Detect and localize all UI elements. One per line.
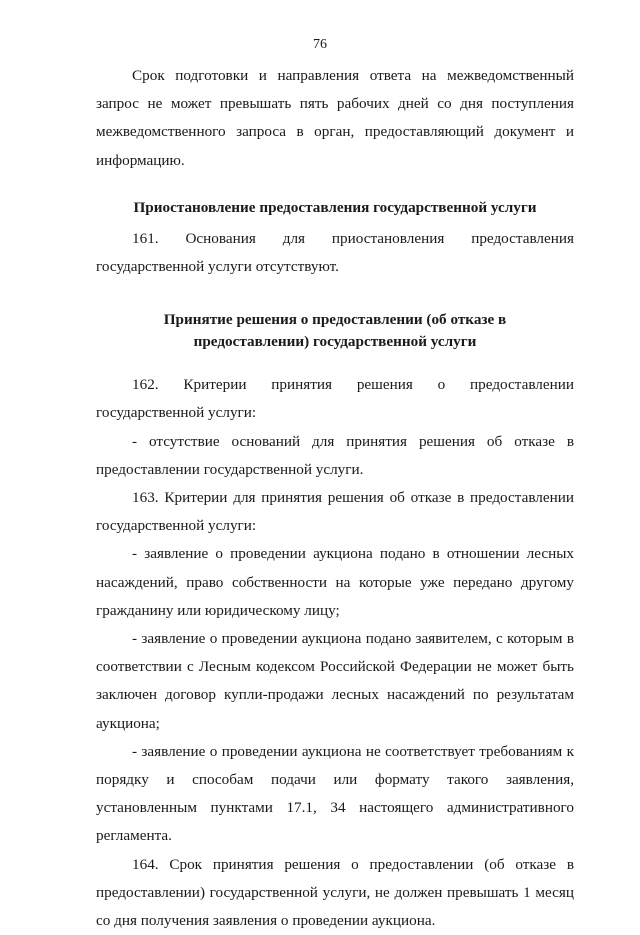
- item-163: 163. Критерии для принятия решения об отказе в предоставлении государственной услуги:: [96, 489, 574, 535]
- heading-suspension: Приостановление предоставления государственной услуги: [133, 198, 537, 216]
- heading-decision-line2: предоставлении) государственной услуги: [193, 333, 477, 351]
- item-164: 164. Срок принятия решения о предоставлении (об отказе в предоставлении) государственной услуги, не должен превышать 1 месяц со дня получения заявления о проведении аукциона.: [96, 855, 574, 930]
- document-body: [96, 62, 574, 935]
- item-161: 161. Основания для приостановления предоставления государственной услуги отсутствуют.: [96, 229, 574, 276]
- item-163-bullet-3: - заявление о проведении аукциона не соответствует требованиям к порядку и способам подачи или формату такого заявления, установленным пунктами 17.1, 34 настоящего административного регламента.: [96, 742, 574, 845]
- item-163-bullet-2: - заявление о проведении аукциона подано заявителем, с которым в соответствии с Лесным кодексом Российской Федерации не может быть заключен договор купли-продажи лесных насаждений по результатам аукциона;: [96, 630, 574, 732]
- item-162: 162. Критерии принятия решения о предоставлении государственной услуги:: [96, 376, 574, 422]
- paragraph-response-term: Срок подготовки и направления ответа на межведомственный запрос не может превышать пять рабочих дней со дня поступления межведомственного запроса в орган, предоставляющий документ и информацию.: [96, 67, 574, 169]
- item-163-bullet-1: - заявление о проведении аукциона подано в отношении лесных насаждений, право собственности на которые уже передано другому гражданину или юридическому лицу;: [96, 545, 574, 619]
- page-number: 76: [313, 37, 327, 52]
- item-162-bullet: - отсутствие оснований для принятия решения об отказе в предоставлении государственной услуги.: [96, 432, 574, 478]
- heading-decision: [96, 309, 574, 353]
- heading-decision-line1: Принятие решения о предоставлении (об отказе в: [163, 311, 507, 329]
